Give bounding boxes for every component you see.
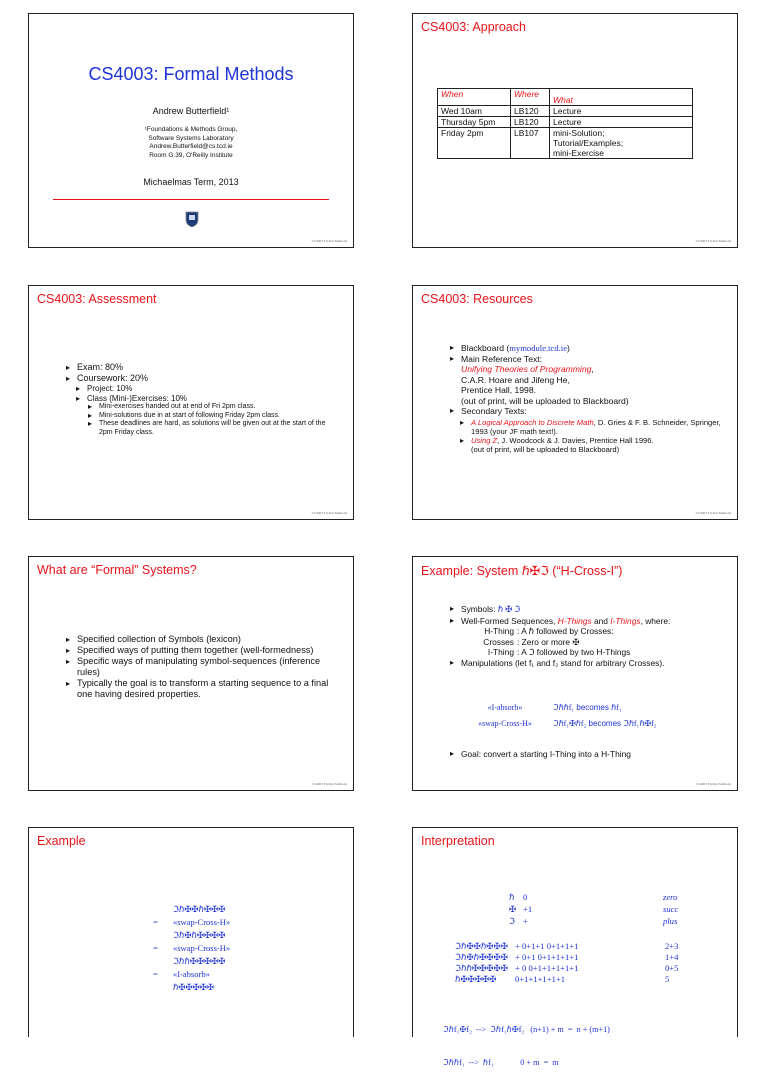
arith: + 0+1 0+1+1+1+1 [515,952,579,962]
table-row [438,117,693,128]
text: Blackboard ( [461,343,510,353]
symbols: ℏ ✠ ℑ [497,605,521,614]
justification: «swap-Cross-H» [173,917,231,927]
crest-logo-icon [185,211,199,228]
rule-name: «swap-Cross-H» [478,719,532,728]
author: Andrew Butterfield¹ [152,106,230,116]
def-text: : Zero or more ✠ [517,636,580,647]
rules [457,700,657,732]
table-cell: LB120 [511,106,550,117]
slide-title: Example [37,834,86,848]
map-symbol: ℏ [509,892,515,902]
result: 5 [665,974,670,984]
affiliation [29,126,353,160]
table-row [438,106,693,117]
table-row [438,128,693,159]
arith: + 0 0+1+1+1+1+1 [515,963,579,973]
slide-title: CS4003: Approach [421,20,526,34]
footer: CS4003 Formal Methods [311,511,347,515]
definitions [449,626,725,658]
map-row [509,915,709,927]
term-ithings: I-Things [610,615,641,626]
map-value: +1 [523,904,533,914]
text: Prentice Hall, 1998. [461,385,536,395]
slide-title: CS4003: Resources [421,292,533,306]
bullet-list-goal [461,749,725,760]
slide-title: Interpretation [421,834,495,848]
bullet: ▸ Specific ways of manipulating symbol-sequences (inference rules) [77,656,341,678]
book-title: A Logical Approach to Discrete Math [471,417,594,427]
rule-op: becomes [586,719,624,728]
bullet-symbols [461,604,725,616]
slide-interpretation [412,827,738,1067]
text: , J. Woodcock & J. Davies, Prentice Hall 1996. [497,435,654,445]
sequence: ℏ✠✠✠✠✠ [455,974,497,984]
interp-row [455,952,735,963]
step: ℑℏ✠ℏ✠✠✠✠ [173,930,226,940]
rule-line: ℑℏf₁✠f₂ --> ℑℏf₁ℏ✠f₂ (n+1) + m = n + (m+1) [443,1025,610,1034]
text: ) [567,343,570,353]
rule-op: becomes [574,703,612,712]
map-value: + [523,916,528,926]
deck-title: CS4003: Formal Methods [88,64,294,84]
bullet-list [77,634,341,700]
aff-line: Room G.39, O'Reilly Institute [149,151,233,159]
header-cell: What [550,89,693,106]
note-1: ▸ Mini-exercises handed out at end of Fri 2pm class. [99,403,341,412]
text: ▸ Main Reference Text: [461,353,543,364]
def-text: : A ℑ followed by two H-Things [517,647,631,657]
rule-lhs: ℑℏℏf₁ [553,703,575,712]
table-cell: Thursday 5pm [438,117,511,128]
eq-sign: = [153,943,158,953]
table-cell: LB107 [511,128,550,159]
bullet: ▸ Typically the goal is to transform a starting sequence to a final one having desired properties. [77,678,341,700]
blackboard-link[interactable]: mymodule.tcd.ie [509,343,568,353]
text: Well-Formed Sequences, [461,615,558,626]
table-cell: Friday 2pm [438,128,511,159]
sequence: ℑℏ✠ℏ✠✠✠✠ [455,952,508,962]
slide-example [28,827,354,1037]
step: ℏ✠✠✠✠✠ [173,982,214,992]
bullet: ▸ Specified collection of Symbols (lexicon) [77,634,341,645]
map-row [509,891,709,903]
eq-sign: = [153,917,158,927]
def-label: I-Thing [487,647,514,657]
derivation [153,903,230,994]
slide-title: Example: System ℏ✠ℑ (“H-Cross-I”) [421,564,623,578]
footer: CS4003 Formal Methods [695,782,731,786]
def-label: Crosses [483,636,514,647]
slide-approach [412,13,738,248]
bullet-list [461,604,725,668]
aff-line: Andrew.Butterfield@cs.tcd.ie [149,143,233,150]
rule-rhs: ℑℏf₁ℏ✠f₂ [623,719,657,728]
bullet-class: ▸ Class (Mini-)Exercises: 10% [87,394,341,404]
slide-title: CS4003: Assessment [37,292,157,306]
interp-row [455,963,735,974]
sublist [87,384,341,437]
arith: 0+1+1+1+1+1 [515,974,566,984]
text: Symbols: [461,604,496,614]
term: Michaelmas Term, 2013 [143,177,239,187]
bullet: ▸ Specified ways of putting them together (well-formedness) [77,645,341,656]
sequence: ℑℏ✠✠ℏ✠✠✠ [455,941,508,951]
bullet-project: ▸ Project: 10% [87,384,341,394]
ref-gries [471,418,725,436]
symbol-map [509,891,709,927]
bullet-secondary [461,406,725,454]
text: , D. Gries & F. B. Schneider, Springer, 1993 (your JF math text!). [471,417,721,436]
subsublist [99,403,341,437]
footer: CS4003 Formal Methods [311,782,347,786]
table-header [438,89,693,106]
eq-sign: = [153,969,158,979]
footer: CS4003 Formal Methods [695,511,731,515]
text: and [591,615,611,626]
slide-title [28,13,354,248]
result: 2+3 [665,941,679,951]
sublist [471,418,725,454]
bullet-wfs [461,616,725,658]
map-symbol: ✠ [509,904,517,914]
bullet-list [461,343,725,454]
bullet-coursework: ▸ Coursework: 20% [77,373,341,384]
arith: + 0+1+1 0+1+1+1 [515,941,579,951]
def-text: : A ℏ followed by Crosses: [517,626,614,636]
step: ℑℏ✠✠ℏ✠✠✠ [173,904,226,914]
slide-assessment [28,285,354,520]
term-hthings: H-Things [557,615,592,626]
book-title: Unifying Theories of Programming [461,364,592,374]
slide-title: What are “Formal” Systems? [37,563,197,577]
header-cell: Where [511,89,550,106]
table-cell: Wed 10am [438,106,511,117]
rule-name: «I-absorb» [487,703,523,712]
interp-row [455,941,735,952]
rule-lhs: ℑℏf₁✠ℏf₂ [553,719,587,728]
slide-resources [412,285,738,520]
interp-rules [443,1002,733,1090]
bullet-goal: ▸ Goal: convert a starting I-Thing into a H-Thing [461,749,725,760]
footer: CS4003 Formal Methods [695,239,731,243]
justification: «swap-Cross-H» [173,943,231,953]
result: 1+4 [665,952,679,962]
text: , [591,364,594,374]
note-3: ▸ These deadlines are hard, as solutions will be given out at the start of the 2pm Friday class. [99,420,341,437]
text: C.A.R. Hoare and Jifeng He, [461,374,570,385]
note-2: ▸ Mini-solutions due in at start of following Friday 2pm class. [99,412,341,421]
rule-rhs: ℏf₁ [611,703,622,712]
table-cell: Lecture [550,106,693,117]
header-cell: When [438,89,511,106]
sequence: ℑℏℏ✠✠✠✠✠ [455,963,508,973]
rule-row [457,700,657,716]
ref-woodcock [471,436,725,445]
table-cell: LB120 [511,117,550,128]
table-cell: Lecture [550,117,693,128]
map-symbol: ℑ [509,916,515,926]
slide-formal-systems [28,556,354,791]
footer: CS4003 Formal Methods [311,239,347,243]
step: ℑℏℏ✠✠✠✠✠ [173,956,226,966]
map-name: zero [663,892,678,902]
schedule-table [437,88,693,159]
interp-rows [455,941,735,985]
slide-hcrossi [412,556,738,791]
result: 0+5 [665,963,679,973]
rule-line: ℑℏℏf₁ --> ℏf₁ 0 + m = m [443,1058,559,1067]
bullet-manipulations: ▸ Manipulations (let f₁ and f₂ stand for arbitrary Crosses). [461,658,725,669]
text: ▸ Secondary Texts: [461,406,527,416]
def-label: H-Thing [484,626,514,636]
aff-line: Software Systems Laboratory [148,134,234,142]
map-value: 0 [523,892,528,902]
text: (out of print, will be uploaded to Blackboard) [471,444,620,454]
map-name: succ [663,904,679,914]
divider [53,199,329,200]
bullet-exam: ▸ Exam: 80% [77,362,341,373]
map-name: plus [663,916,678,926]
aff-line: ¹Foundations & Methods Group, [144,126,238,133]
bullet-main-ref [461,354,725,407]
bullet-blackboard [461,343,725,354]
text: (out of print, will be uploaded to Blackboard) [461,395,629,406]
book-title: Using Z [471,435,498,445]
bullet-list [77,362,341,437]
justification: «I-absorb» [173,969,210,979]
text: , where: [640,615,671,626]
table-cell: mini-Solution; Tutorial/Examples; mini-Exercise [550,128,693,159]
map-row [509,903,709,915]
rule-row [457,716,657,732]
interp-row [455,974,735,985]
